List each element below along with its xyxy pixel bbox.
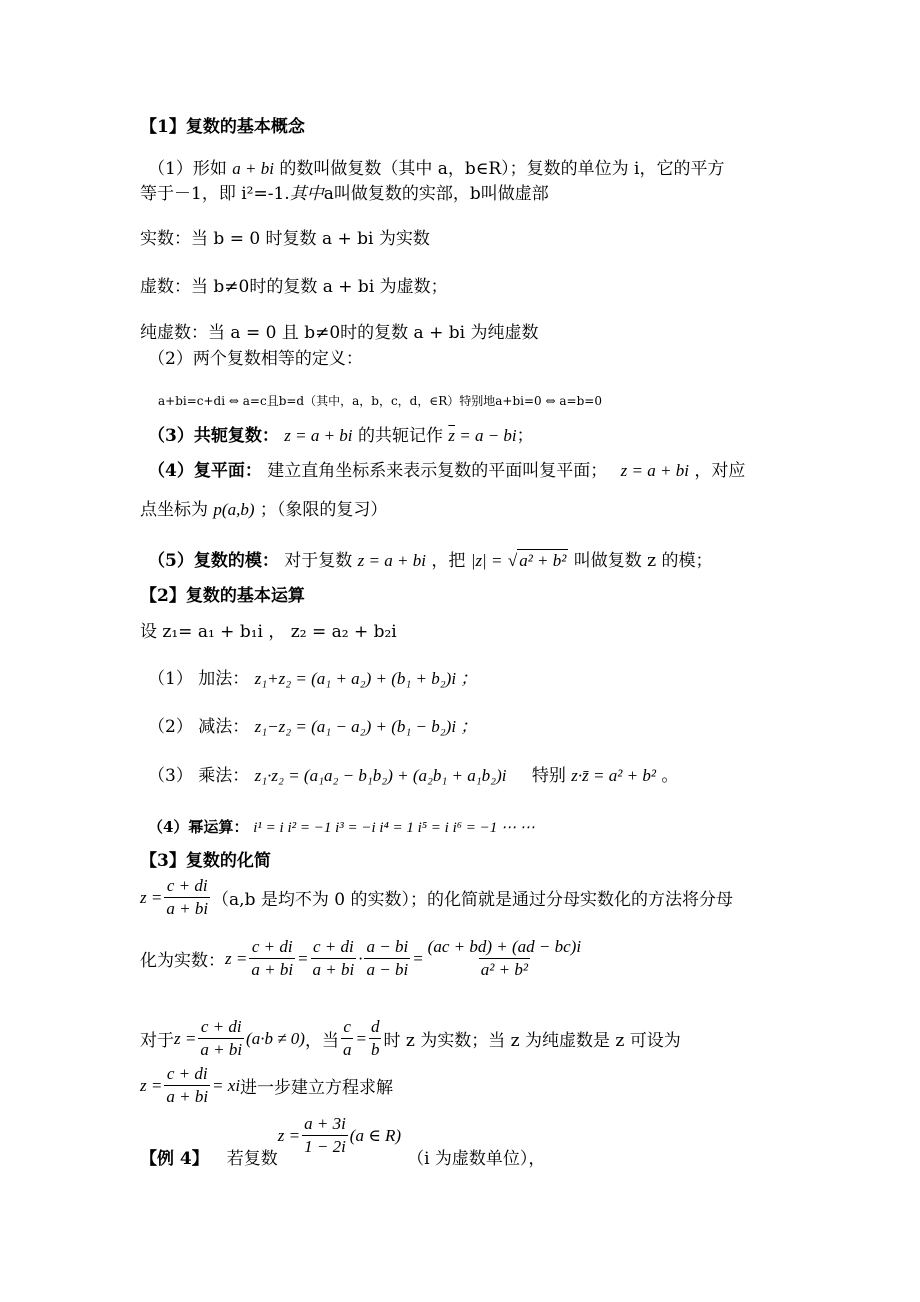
frac4-den: a² + b² [480, 960, 528, 979]
conjugate-line [148, 425, 534, 447]
p1-e: 其中 [289, 184, 324, 203]
simplify-l3c: 时 z 为实数；当 z 为纯虚数是 z 可设为 [383, 1031, 681, 1051]
p1-a: （1）形如 [148, 159, 227, 179]
frac5-den: a + bi [200, 1040, 243, 1059]
conjugate-f3: = a − bi [454, 426, 517, 445]
fraction-d-b [369, 1017, 382, 1060]
sub-formula: z₁−z₂ = (a₁ − a₂) + (b₁ − b₂)i ； [254, 717, 478, 736]
simplify-line1 [140, 876, 733, 919]
conjugate-end: ； [516, 426, 534, 446]
section-3-heading: 【3】复数的化简 [140, 851, 271, 871]
plane-text: 建立直角坐标系来表示复数的平面叫复平面； [267, 461, 608, 481]
plane-point: p(a,b) [213, 500, 255, 519]
fraction-6 [164, 1064, 210, 1107]
plane-f1: z = a + bi [620, 461, 689, 480]
pure-imaginary-def: 纯虚数：当 a = 0 且 b≠0时的复数 a + bi 为纯虚数 [140, 323, 539, 343]
example-fraction [302, 1114, 348, 1157]
plane-end: ，对应 [694, 461, 746, 481]
frac-num: c + di [166, 876, 208, 895]
example-formula [278, 1114, 401, 1157]
simplify-xi: = xi [212, 1075, 241, 1095]
p1-c: 的数叫做复数（其中 a，b∈R）；复数的单位为 i，它的平方 [279, 159, 725, 179]
imaginary-number-def: 虚数：当 b≠0时的复数 a + bi 为虚数； [140, 277, 448, 297]
power-line [148, 816, 535, 839]
conjugate-label: （3）共轭复数： [148, 426, 279, 446]
mul-end: 。 [661, 766, 679, 786]
simplify-z-eq-3: z = [174, 1028, 197, 1048]
multiplication-line [148, 765, 678, 787]
simplify-l3b: ，当 [304, 1031, 339, 1051]
pow-formula: i¹ = i i² = −1 i³ = −i i⁴ = 1 i⁵ = i i⁶ = −1 ⋯ ⋯ [253, 820, 535, 836]
plane-line2 [140, 499, 387, 521]
example-z-eq: z = [277, 1125, 301, 1145]
frac1-num: c + di [251, 937, 293, 956]
modulus-f2: |z| = [470, 551, 503, 570]
modulus-f1: z = a + bi [357, 551, 426, 570]
equals-sign: = [297, 948, 309, 968]
example-num: a + 3i [304, 1114, 346, 1133]
fraction-1 [249, 937, 295, 980]
simplify-line3 [140, 1017, 681, 1060]
sub-label: （2） 减法： [148, 717, 250, 737]
example-b: （i 为虚数单位）， [407, 1149, 546, 1169]
frac5-num: c + di [200, 1017, 242, 1036]
fraction-cdi-abi [164, 876, 210, 919]
equality-definition: a+bi=c+di ⇔ a=c且b=d（其中，a，b，c，d，∈R）特别地a+bi=0 ⇔ a=b=0 [158, 394, 602, 408]
frac-a: a [342, 1040, 352, 1059]
add-label: （1） 加法： [148, 669, 250, 689]
modulus-label: （5）复数的模： [148, 551, 279, 571]
equality-title: （2）两个复数相等的定义： [148, 349, 363, 369]
subtraction-line [148, 716, 477, 738]
section-1-heading: 【1】复数的基本概念 [140, 117, 305, 137]
plane-l2a: 点坐标为 [140, 500, 208, 520]
simplify-l3a: 对于 [140, 1031, 174, 1051]
simplify-line4 [140, 1064, 393, 1107]
frac6-num: c + di [166, 1064, 208, 1083]
fraction-5 [198, 1017, 244, 1060]
set-line: 设 z₁= a₁ + b₁i ， z₂ = a₂ + b₂i [140, 622, 397, 642]
frac3-den: a − bi [366, 960, 409, 979]
conjugate-f1: z = a + bi [284, 426, 353, 445]
pow-label: （4）幂运算： [148, 818, 249, 836]
frac2-num: c + di [313, 937, 354, 956]
frac-c: c [343, 1017, 351, 1036]
modulus-radicand: a² + b² [519, 551, 567, 570]
frac-b: b [370, 1040, 380, 1059]
sqrt-symbol: √ a² + b² [507, 551, 567, 570]
dot-sign: · [358, 948, 363, 968]
frac6-den: a + bi [166, 1087, 209, 1106]
frac-den: a + bi [166, 899, 209, 918]
mul-label: （3） 乘法： [148, 766, 250, 786]
modulus-b: ，把 [431, 551, 466, 571]
modulus-a: 对于复数 [284, 551, 353, 571]
example-label: 【例 4】 [140, 1149, 209, 1169]
simplify-z-eq-4: z = [140, 1075, 163, 1095]
simplify-cond: (a·b ≠ 0) [246, 1028, 305, 1048]
frac3-num: a − bi [366, 937, 409, 956]
frac-d: d [370, 1017, 380, 1036]
section-2-heading: 【2】复数的基本运算 [140, 586, 305, 606]
frac2-den: a + bi [312, 960, 355, 979]
simplify-after: （a,b 是均不为 0 的实数）；的化简就是通过分母实数化的方法将分母 [212, 890, 733, 910]
simplify-line2 [140, 937, 585, 980]
plane-line1 [148, 460, 745, 482]
modulus-c: 叫做复数 z 的模； [573, 551, 713, 571]
p1-line1 [148, 158, 725, 180]
fraction-2 [311, 937, 357, 980]
equals-sign-3: = [355, 1028, 367, 1048]
p1-b: a + bi [232, 159, 274, 178]
mul-formula: z₁·z₂ = (a₁a₂ − b₁b₂) + (a₂b₁ + a₁b₂)i [254, 766, 507, 785]
mul-special: 特别 [531, 766, 566, 786]
mul-special-formula: z·z̄ = a² + b² [571, 766, 656, 785]
modulus-line [148, 549, 713, 572]
real-number-def: 实数：当 b = 0 时复数 a + bi 为实数 [140, 229, 430, 249]
conjugate-mid: 的共轭记作 [357, 426, 443, 446]
example-den: 1 − 2i [304, 1137, 346, 1156]
example-4-line [140, 1114, 546, 1169]
simplify-l4c: 进一步建立方程求解 [240, 1078, 394, 1098]
addition-line [148, 668, 477, 690]
simplify-l2a: 化为实数： [140, 951, 225, 971]
example-cond: (a ∈ R) [349, 1125, 402, 1145]
equals-sign-2: = [412, 948, 424, 968]
plane-l2b: ；（象限的复习） [259, 500, 388, 520]
fraction-3 [364, 937, 410, 980]
add-formula: z₁+z₂ = (a₁ + a₂) + (b₁ + b₂)i ； [254, 669, 478, 688]
fraction-4 [426, 937, 583, 980]
frac1-den: a + bi [251, 960, 294, 979]
p1-d: 等于－1，即 i²=-1. [140, 184, 290, 204]
plane-label: （4）复平面： [148, 461, 262, 481]
p1-f: a叫做复数的实部，b叫做虚部 [323, 184, 549, 204]
p1-line2 [140, 183, 549, 205]
simplify-z-eq: z = [140, 887, 163, 907]
frac4-num: (ac + bd) + (ad − bc)i [427, 937, 582, 956]
conjugate-zbar: $\overline{z}$ [448, 426, 455, 445]
fraction-c-a [341, 1017, 354, 1060]
example-a: 若复数 [226, 1149, 278, 1169]
simplify-z-eq-2: z = [225, 948, 248, 968]
